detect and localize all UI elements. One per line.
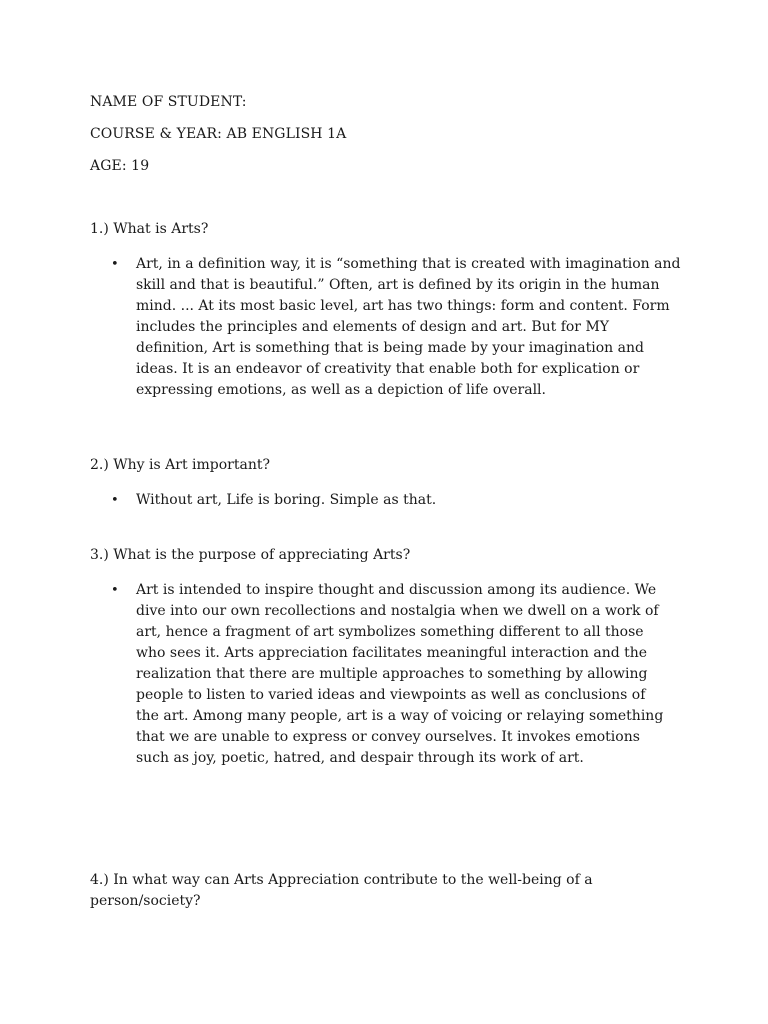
age-label: AGE: 19 <box>90 158 150 174</box>
question-4: 4.) In what way can Arts Appreciation contribute to the well-being of a person/society? <box>90 872 593 909</box>
student-name-label: NAME OF STUDENT: <box>90 94 247 110</box>
answer-2-text: Without art, Life is boring. Simple as that. <box>136 492 437 508</box>
answer-3-text: Art is intended to inspire thought and discussion among its audience. We dive into our own recollections and nostalgia when we dwell on a work of art, hence a fragment of art symbolizes something different to all those who sees it. Arts appreciation facilitates meaningful interaction and the realization that there are multiple approaches to something by allowing people to listen to varied ideas and viewpoints as well as conclusions of the art. Among many people, art is a way of voicing or relaying something that we are unable to express or convey ourselves. It invokes emotions such as joy, poetic, hatred, and despair through its work of art. <box>136 582 664 766</box>
course-year-label: COURSE & YEAR: AB ENGLISH 1A <box>90 126 347 142</box>
question-1: 1.) What is Arts? <box>90 221 209 237</box>
answer-1-text: Art, in a definition way, it is “something that is created with imagination and skill and that is beautiful.” Often, art is defined by its origin in the human mind. ... At its most basic level, art has two things: form and content. Form includes the principles and elements of design and art. But for MY definition, Art is something that is being made by your imagination and ideas. It is an endeavor of creativity that enable both for explication or expressing emotions, as well as a depiction of life overall. <box>136 256 681 398</box>
bullet-icon: • <box>111 257 119 272</box>
answer-2 <box>111 490 671 511</box>
question-2: 2.) Why is Art important? <box>90 457 270 473</box>
question-3: 3.) What is the purpose of appreciating Arts? <box>90 547 411 563</box>
bullet-icon: • <box>111 583 119 598</box>
answer-3 <box>111 580 671 769</box>
answer-1 <box>111 254 681 401</box>
bullet-icon: • <box>111 493 119 508</box>
